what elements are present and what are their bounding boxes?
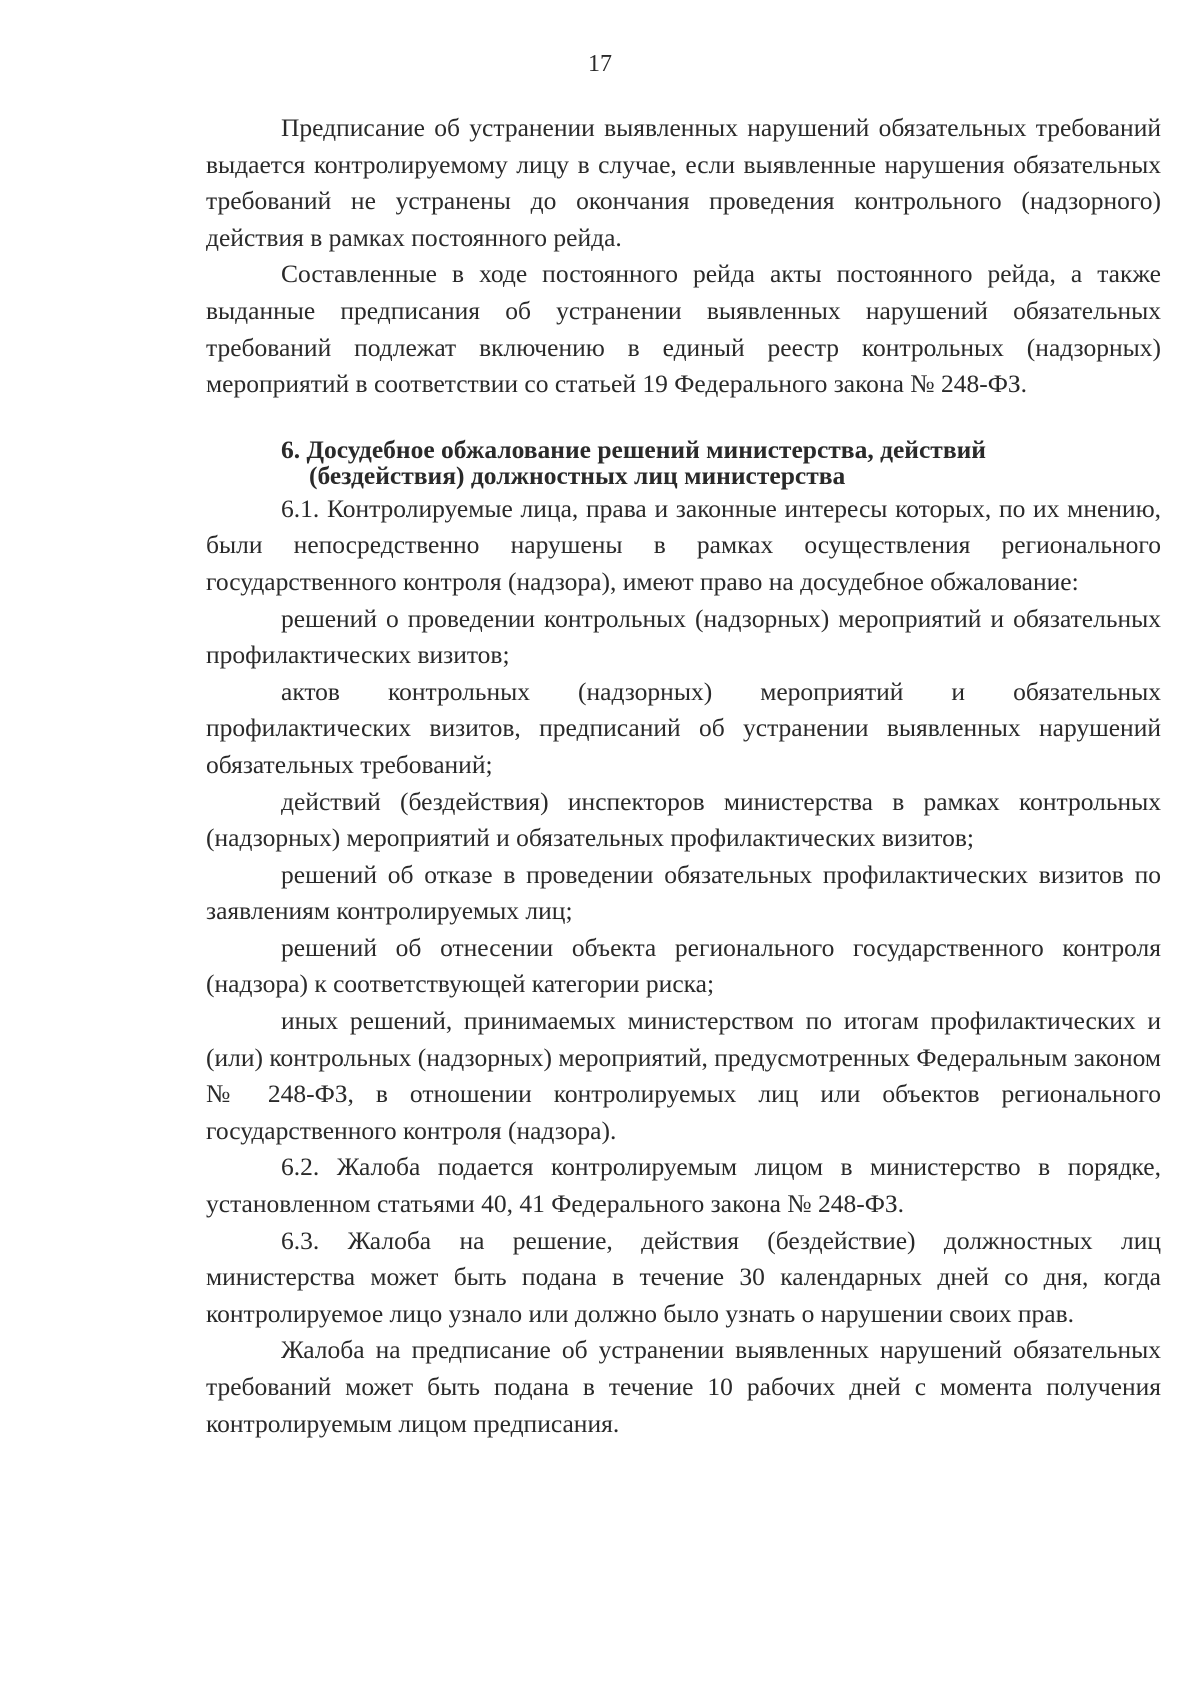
document-body: [206, 110, 1161, 1442]
paragraph-6-2: 6.2. Жалоба подается контролируемым лицом в министерство в порядке, установленном статьями 40, 41 Федерального закона № 248-ФЗ.: [206, 1152, 1161, 1219]
section-heading-line-1: 6. Досудебное обжалование решений министерства, действий: [281, 434, 986, 464]
list-item-inspection-decisions: решений о проведении контрольных (надзорных) мероприятий и обязательных профилактических визитов;: [206, 603, 1161, 670]
section-heading-line-2: (бездействия) должностных лиц министерства: [309, 460, 846, 490]
paragraph-prescription-complaint: Жалоба на предписание об устранении выявленных нарушений обязательных требований может быть подана в течение 10 рабочих дней с момента получения контролируемым лицом предписания.: [206, 1335, 1161, 1438]
paragraph-prescription-issuance: Предписание об устранении выявленных нарушений обязательных требований выдается контролируемому лицу в случае, если выявленные нарушения обязательных требований не устранены до окончания проведения контрольного (надзорного) действия в рамках постоянного рейда.: [206, 113, 1161, 252]
list-item-refusal-decisions: решений об отказе в проведении обязательных профилактических визитов по заявлениям контролируемых лиц;: [206, 859, 1161, 926]
list-item-other-decisions: иных решений, принимаемых министерством по итогам профилактических и (или) контрольных (надзорных) мероприятий, предусмотренных Федеральным законом № 248-ФЗ, в отношении контролируемых лиц или объектов регионального государственного контроля (надзора).: [206, 1006, 1161, 1145]
section-heading: [206, 434, 1161, 490]
list-item-acts-and-prescriptions: актов контрольных (надзорных) мероприятий и обязательных профилактических визитов, предписаний об устранении выявленных нарушений обязательных требований;: [206, 676, 1161, 779]
paragraph-raid-acts-registry: Составленные в ходе постоянного рейда акты постоянного рейда, а также выданные предписания об устранении выявленных нарушений обязательных требований подлежат включению в единый реестр контрольных (надзорных) мероприятий в соответствии со статьей 19 Федерального закона № 248-ФЗ.: [206, 259, 1161, 399]
paragraph-6-1: 6.1. Контролируемые лица, права и законные интересы которых, по их мнению, были непосредственно нарушены в рамках осуществления регионального государственного контроля (надзора), имеют право на досудебное обжалование:: [206, 493, 1161, 596]
list-item-inspector-actions: действий (бездействия) инспекторов министерства в рамках контрольных (надзорных) мероприятий и обязательных профилактических визитов;: [206, 786, 1161, 853]
list-item-risk-category-decisions: решений об отнесении объекта регионального государственного контроля (надзора) к соответствующей категории риска;: [206, 932, 1161, 999]
page-number: 17: [588, 51, 612, 77]
paragraph-6-3: 6.3. Жалоба на решение, действия (бездействие) должностных лиц министерства может быть подана в течение 30 календарных дней со дня, когда контролируемое лицо узнало или должно было узнать о нарушении своих прав.: [206, 1225, 1161, 1328]
